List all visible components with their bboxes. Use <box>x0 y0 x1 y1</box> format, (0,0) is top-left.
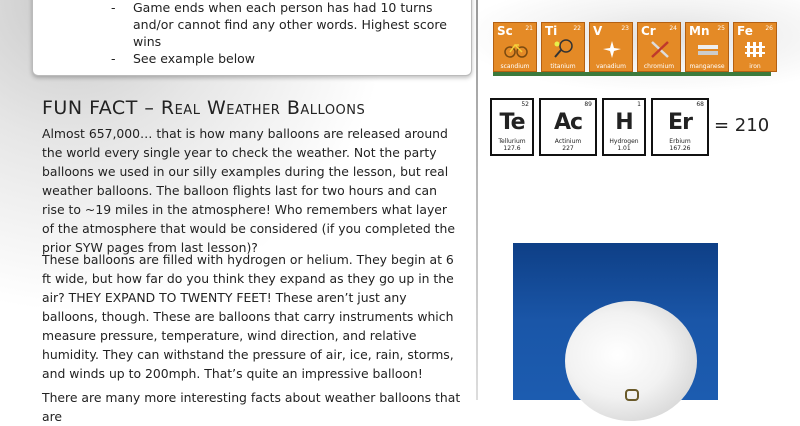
block-name: Actinium <box>554 138 582 145</box>
block-mass: 1.01 <box>617 145 631 152</box>
fun-fact-paragraph-3: There are many more interesting facts about weather balloons that are <box>42 390 461 424</box>
tile-name: scandium <box>500 63 530 70</box>
block-number: 89 <box>584 101 592 108</box>
fun-fact-paragraph-1: Almost 657,000… that is how many balloons are released around the world every single year to check the weather. Not the party balloons we used in our silly examples during the lesson, but real weather balloons. The balloon flights last for two hours and can rise to ~19 miles in the atmosphere! Who remembers what layer of the atmosphere that would be considered (if you completed the prior SYW pages from last lesson)? <box>42 126 455 255</box>
element-tile-iron <box>733 22 777 72</box>
rail-icon <box>696 39 720 59</box>
tile-number: 26 <box>765 25 773 32</box>
element-tiles <box>493 22 777 72</box>
weather-balloon-photo <box>513 243 718 400</box>
rules-box <box>32 0 472 76</box>
block-name: Erbium <box>669 138 691 145</box>
sparkle-icon <box>600 39 624 59</box>
rules-item: - Game ends when each person has had 10 turns and/or cannot find any other words. Highest score wins <box>111 0 461 50</box>
tools-icon <box>648 39 672 59</box>
fence-icon <box>744 39 768 59</box>
block-symbol: Ac <box>553 110 583 135</box>
balloon-shape <box>565 301 697 421</box>
block-name: Hydrogen <box>609 138 639 145</box>
tile-number: 25 <box>717 25 725 32</box>
tile-symbol: V <box>593 24 603 38</box>
block-mass: 127.6 <box>503 145 521 152</box>
bicycle-icon <box>504 39 528 59</box>
fun-fact-paragraph-2: These balloons are filled with hydrogen or helium. They begin at 6 ft wide, but how far do you think they expand as they go up in the air? THEY EXPAND TO TWENTY FEET! These aren’t just any balloons, though. These are balloons that carry instruments which measure pressure, temperature, wind direction, and relative humidity. They can withstand the pressure of air, ice, rain, storms, and winds up to 200mph. That’s quite an impressive balloon! <box>42 252 454 381</box>
tile-symbol: Sc <box>497 24 513 38</box>
column-divider <box>476 0 478 400</box>
block-mass: 227 <box>562 145 574 152</box>
tile-number: 21 <box>525 25 533 32</box>
block-symbol: Te <box>499 110 525 135</box>
tile-number: 23 <box>621 25 629 32</box>
tile-name: iron <box>749 63 761 70</box>
periodic-block-hydrogen <box>602 98 646 156</box>
tile-number: 22 <box>573 25 581 32</box>
block-symbol: H <box>615 110 633 135</box>
tiles-underline <box>493 72 771 76</box>
balloon-instrument <box>625 389 639 401</box>
rules-list <box>111 0 461 67</box>
fun-fact-title: FUN FACT – Real Weather Balloons <box>42 97 366 119</box>
tile-name: chromium <box>643 63 675 70</box>
element-tile-manganese <box>685 22 729 72</box>
tile-name: titanium <box>550 63 576 70</box>
element-tile-chromium <box>637 22 681 72</box>
tile-symbol: Ti <box>545 24 558 38</box>
element-tile-vanadium <box>589 22 633 72</box>
block-number: 52 <box>521 101 529 108</box>
tile-name: vanadium <box>596 63 626 70</box>
tile-symbol: Mn <box>689 24 710 38</box>
teacher-score: = 210 <box>714 115 770 136</box>
tile-symbol: Fe <box>737 24 753 38</box>
block-name: Tellurium <box>498 138 526 145</box>
block-mass: 167.26 <box>669 145 691 152</box>
periodic-block-tellurium <box>490 98 534 156</box>
periodic-block-erbium <box>651 98 709 156</box>
block-number: 68 <box>696 101 704 108</box>
tile-name: manganese <box>689 63 725 70</box>
tile-number: 24 <box>669 25 677 32</box>
rules-item: - See example below <box>111 50 461 67</box>
tile-symbol: Cr <box>641 24 656 38</box>
teacher-example <box>490 98 709 156</box>
block-number: 1 <box>637 101 641 108</box>
tennis-racket-icon <box>552 39 576 59</box>
element-tile-scandium <box>493 22 537 72</box>
block-symbol: Er <box>668 110 692 135</box>
periodic-block-actinium <box>539 98 597 156</box>
element-tile-titanium <box>541 22 585 72</box>
